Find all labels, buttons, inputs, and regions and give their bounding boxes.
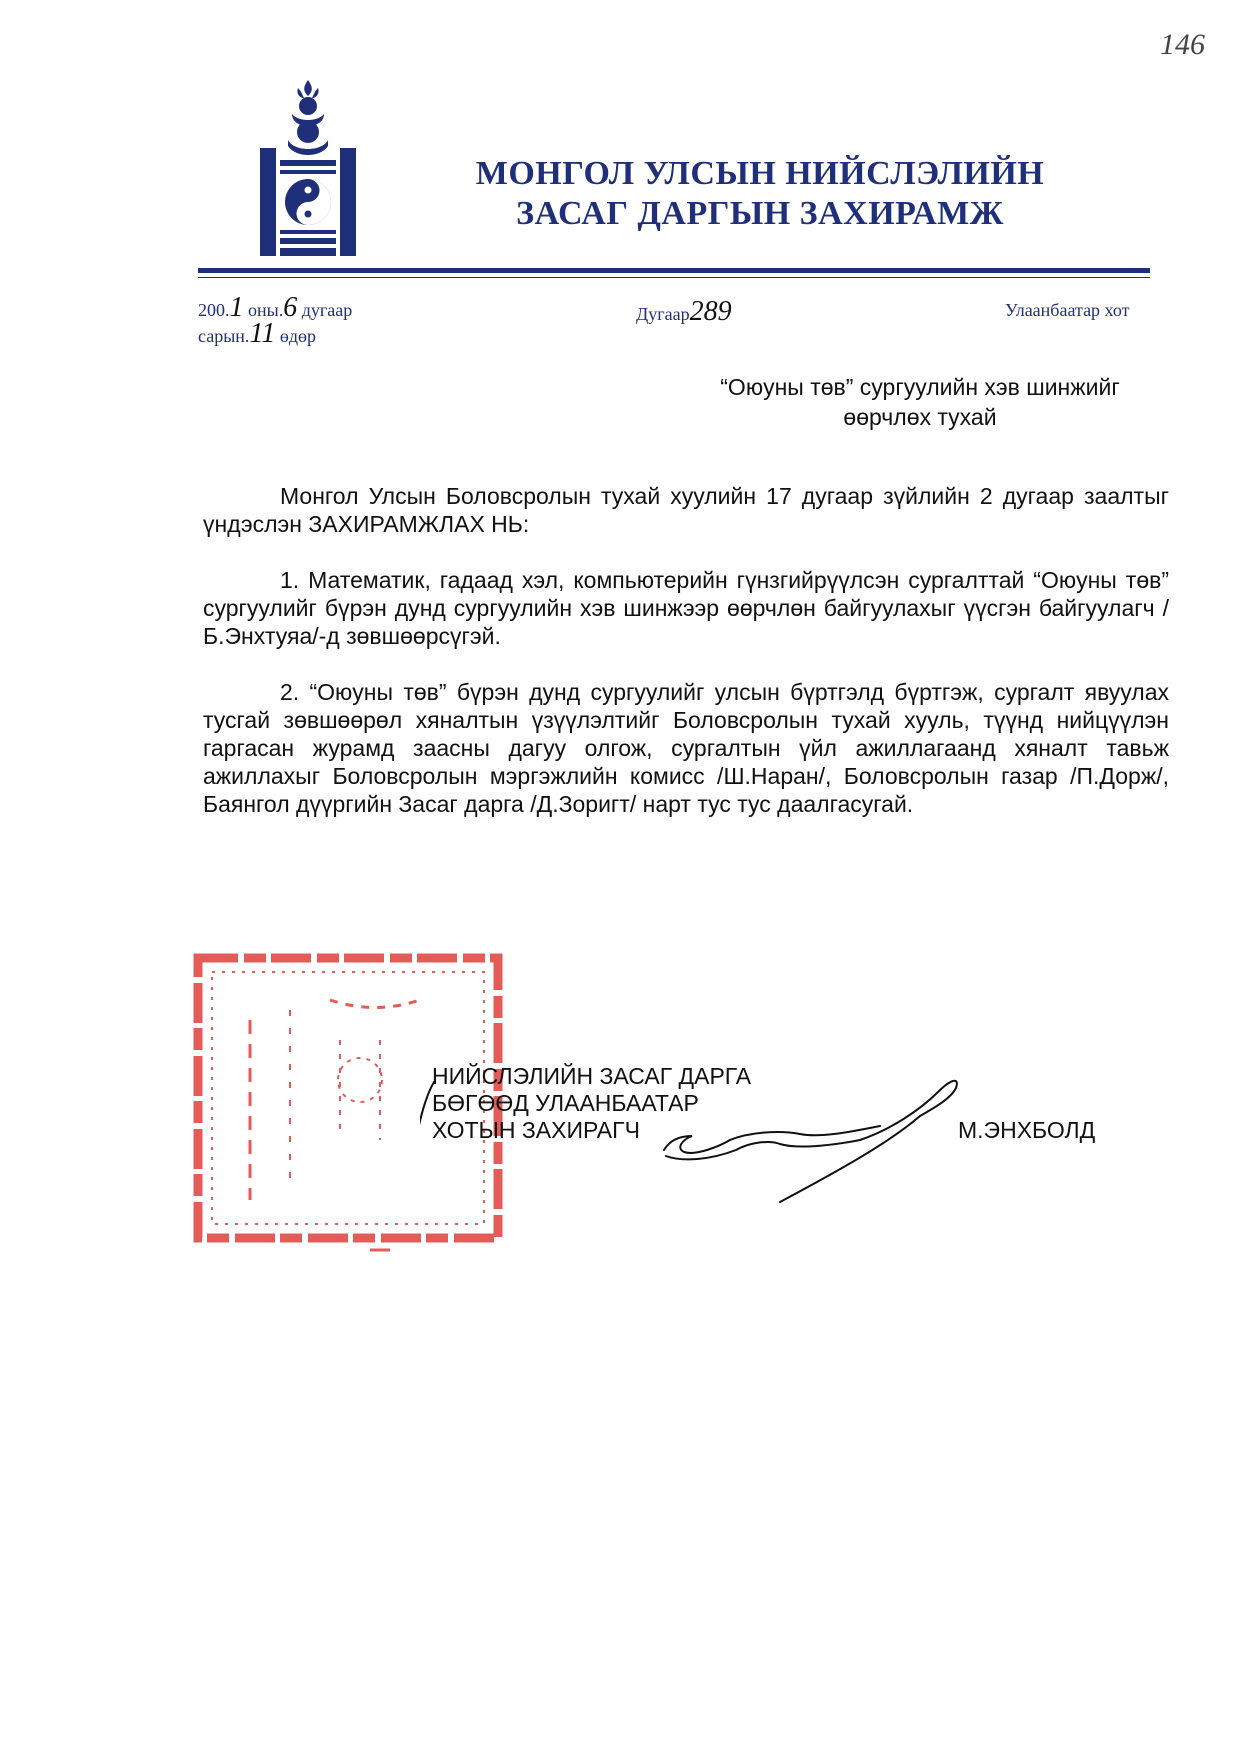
page-number: 146: [1160, 28, 1205, 61]
signatory-title-line-3: ХОТЫН ЗАХИРАГЧ: [432, 1117, 640, 1143]
decree-date: [198, 292, 353, 349]
title-line-2: ЗАСАГ ДАРГЫН ЗАХИРАМЖ: [516, 195, 1004, 232]
date-year-handwritten: 1: [229, 292, 244, 323]
header-rule-thick: [198, 268, 1150, 273]
decree-city: Улаанбаатар хот: [1005, 300, 1130, 320]
handwritten-signature-icon: [420, 1070, 1040, 1210]
number-label: Дугаар: [636, 304, 690, 324]
day-handwritten: 11: [249, 318, 276, 349]
date-suffix: дугаар: [297, 300, 353, 320]
subject-line-2: өөрчлөх тухай: [843, 404, 997, 430]
subject-line-1: “Оюуны төв” сургуулийн хэв шинжийг: [720, 374, 1120, 400]
date-month-handwritten: 6: [283, 292, 298, 323]
body-item-1: 1. Математик, гадаад хэл, компьютерийн гүнзгийрүүлсэн сургалттай “Оюуны төв” сургуулийг бүрэн дунд сургуулийн хэв шинжээр өөрчлөн байгуулахыг үүсгэн байгуулагч /Б.Энхтуяа/-д зөвшөөрсүгэй.: [203, 567, 1169, 649]
signatory-title-line-1: НИЙСЛЭЛИЙН ЗАСАГ ДАРГА: [432, 1063, 752, 1089]
date-mid: оны.: [243, 300, 284, 320]
decree-number: [636, 296, 732, 328]
day-prefix: сарын.: [198, 326, 250, 346]
signatory-title-line-2: БӨГӨӨД УЛААНБААТАР: [432, 1090, 699, 1116]
signer-name: М.ЭНХБОЛД: [958, 1117, 1096, 1143]
decree-subject: [690, 372, 1150, 432]
day-suffix: өдөр: [275, 326, 317, 346]
body-intro-paragraph: Монгол Улсын Боловсролын тухай хуулийн 17 дугаар зүйлийн 2 дугаар заалтыг үндэслэн ЗАХИРАМЖЛАХ НЬ:: [203, 483, 1169, 537]
document-title: [440, 154, 1080, 234]
body-item-2: 2. “Оюуны төв” бүрэн дунд сургуулийг улсын бүртгэлд бүртгэж, сургалт явуулах тусгай зөвшөөрөл хяналтын үзүүлэлтийг Боловсролын тухай хууль, түүнд нийцүүлэн гаргасан журамд заасны дагуу олгож, сургалтын үйл ажиллагаанд хяналт тавьж ажиллахыг Боловсролын мэргэжлийн комисс /Ш.Наран/, Боловсролын газар /П.Дорж/, Баянгол дүүргийн Засаг дарга /Д.Зоригт/ нарт тус тус даалгасугай.: [203, 679, 1169, 817]
header-rule-thin: [198, 277, 1150, 278]
number-handwritten: 289: [689, 296, 732, 327]
date-prefix: 200.: [198, 300, 230, 320]
title-line-1: МОНГОЛ УЛСЫН НИЙСЛЭЛИЙН: [475, 155, 1045, 192]
soyombo-emblem-icon: [258, 78, 358, 258]
